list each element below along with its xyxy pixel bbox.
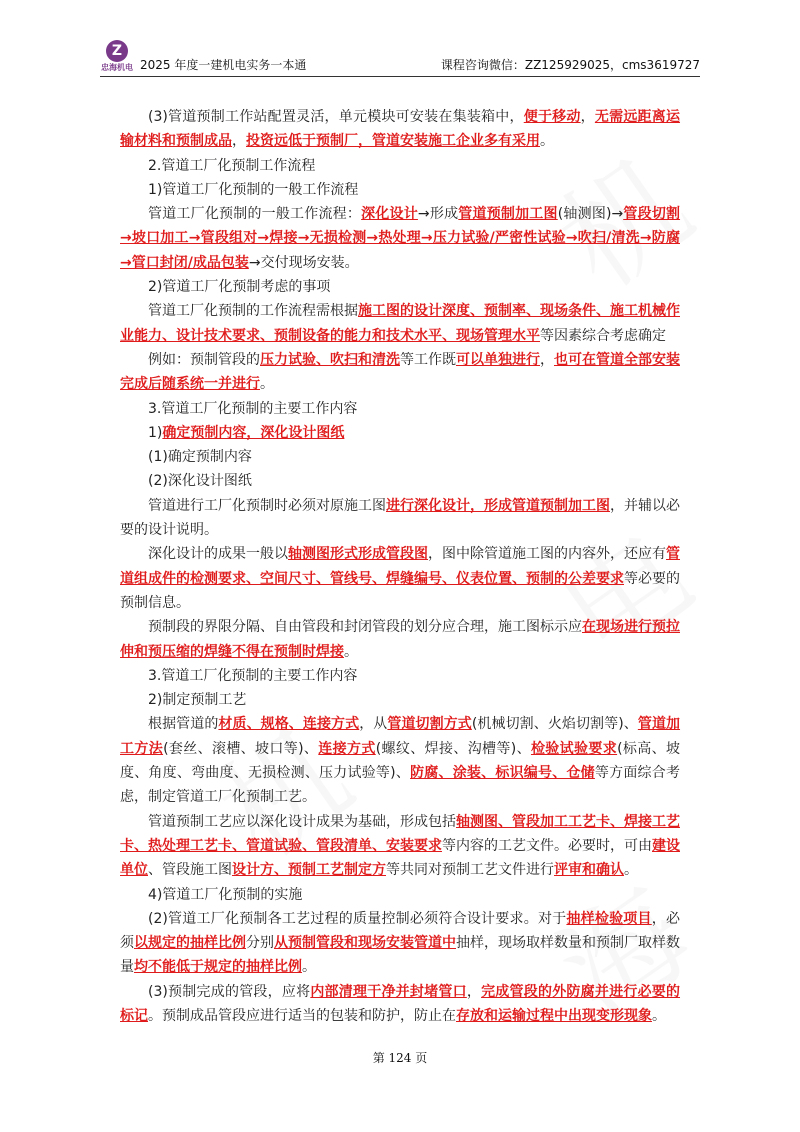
- body-text: 1)管道工厂化预制的一般工作流程: [148, 181, 359, 198]
- highlighted-text: 完成管段的外防腐并进行必要的标记: [120, 983, 681, 1024]
- body-text: 3.管道工厂化预制的主要工作内容: [148, 400, 358, 417]
- body-text: →交付现场安装。: [248, 254, 359, 271]
- body-text: (2)管道工厂化预制各工艺过程的质量控制必须符合设计要求。对于: [148, 910, 567, 927]
- highlighted-text: 轴测图形式形成管段图: [288, 546, 428, 563]
- body-text: 例如：预制管段的: [148, 351, 260, 368]
- highlighted-text: 无需远距离运输材料和预制成品: [120, 109, 681, 150]
- body-text: 2)制定预制工艺: [148, 692, 247, 709]
- body-text: 。: [652, 1007, 666, 1024]
- body-text: 4)管道工厂化预制的实施: [148, 886, 303, 903]
- highlighted-text: 从预制管段和现场安装管道中: [274, 935, 456, 952]
- body-text: 管道工厂化预制的一般工作流程：: [148, 206, 362, 223]
- body-text: ，图中除管道施工图的内容外，还应有: [428, 546, 666, 563]
- highlighted-text: 可以单独进行: [456, 351, 540, 368]
- highlighted-text: 管道预制加工图: [458, 206, 558, 223]
- body-text: →形成: [417, 206, 459, 223]
- body-paragraph: [120, 202, 680, 275]
- logo-icon: Z: [106, 40, 128, 62]
- body-text: 等内容的工艺文件。必要时，可由: [442, 837, 652, 854]
- highlighted-text: 材质、规格、连接方式: [218, 716, 360, 733]
- body-text: (轴测图)→: [557, 206, 624, 223]
- body-text: (3)预制完成的管段，应将: [148, 983, 311, 1000]
- body-paragraph: [120, 154, 680, 178]
- highlighted-text: 抽样检验项目: [566, 910, 652, 927]
- highlighted-text: 便于移动: [523, 109, 581, 125]
- body-paragraph: [120, 810, 680, 883]
- body-text: ，并辅以必要的设计说明。: [120, 497, 680, 539]
- body-text: (套丝、滚槽、坡口等)、: [163, 740, 319, 757]
- highlighted-text: 投资远低于预制厂，管道安装施工企业多有采用: [246, 133, 540, 150]
- body-text: 。: [260, 376, 274, 393]
- body-text: (标高、坡度、角度、弯曲度、无损检测、压力试验等)、: [120, 740, 681, 782]
- contact-info: 课程咨询微信：ZZ125929025，cms3619727: [440, 58, 700, 72]
- body-text: 1): [148, 424, 163, 441]
- body-text: ，: [540, 351, 554, 368]
- highlighted-text: 管段切割→坡口加工→管段组对→焊接→无损检测→热处理→压力试验/严密性试验→吹扫/清洗→防腐→管口封闭/成品包装: [120, 206, 681, 271]
- body-text: 等共同对预制工艺文件进行: [386, 862, 554, 879]
- body-text: 等必要的预制信息。: [120, 570, 680, 611]
- body-paragraph: [120, 397, 680, 421]
- body-paragraph: [120, 494, 680, 543]
- body-paragraph: [120, 883, 680, 907]
- body-text: 管道进行工厂化预制时必须对原施工图: [148, 497, 386, 514]
- highlighted-text: 均不能低于规定的抽样比例: [134, 959, 302, 976]
- body-text: (2)深化设计图纸: [148, 473, 252, 490]
- body-text: ，: [580, 109, 595, 125]
- highlighted-text: 评审和确认: [554, 862, 624, 879]
- body-paragraph: [120, 664, 680, 688]
- highlighted-text: 连接方式: [318, 740, 376, 757]
- body-text: (3)管道预制工作站配置灵活，单元模块可安装在集装箱中，: [148, 109, 524, 125]
- body-text: 、管段施工图: [148, 862, 232, 879]
- highlighted-text: 施工图的设计深度、预制率、现场条件、施工机械作业能力、设计技术要求、预制设备的能力和技术水平、现场管理水平: [120, 303, 680, 344]
- body-text: 。: [624, 862, 638, 879]
- highlighted-text: 进行深化设计，形成管道预制加工图: [386, 497, 610, 514]
- body-paragraph: [120, 907, 680, 980]
- body-paragraph: [120, 178, 680, 202]
- body-text: (1)确定预制内容: [148, 449, 252, 466]
- highlighted-text: 压力试验、吹扫和清洗: [260, 351, 400, 368]
- body-text: 。: [540, 133, 554, 150]
- body-paragraph: [120, 275, 680, 299]
- highlighted-text: 也可在管道全部安装完成后随系统一并进行: [120, 351, 680, 393]
- body-text: 等工作既: [400, 351, 456, 368]
- highlighted-text: 建设单位: [120, 837, 680, 879]
- highlighted-text: 存放和运输过程中出现变形现象: [456, 1007, 652, 1024]
- highlighted-text: 轴测图、管段加工工艺卡、焊接工艺卡、热处理工艺卡、管道试验、管段清单、安装要求: [120, 813, 680, 854]
- body-text: 。: [302, 959, 316, 976]
- body-paragraph: [120, 980, 680, 1029]
- highlighted-text: 检验试验要求: [530, 740, 618, 757]
- body-text: 根据管道的: [148, 716, 219, 733]
- body-text: 抽样，现场取样数量和预制厂取样数量: [120, 935, 680, 976]
- highlighted-text: 管道组成件的检测要求、空间尺寸、管线号、焊缝编号、仪表位置、预制的公差要求: [120, 546, 680, 587]
- body-text: (螺纹、焊接、沟槽等)、: [375, 740, 531, 757]
- highlighted-text: 确定预制内容，深化设计图纸: [162, 424, 345, 441]
- body-text: 3.管道工厂化预制的主要工作内容: [148, 667, 358, 684]
- highlighted-text: 以规定的抽样比例: [134, 935, 246, 952]
- body-paragraph: [120, 445, 680, 469]
- body-text: 。预制成品管段应进行适当的包装和防护，防止在: [148, 1007, 456, 1024]
- highlighted-text: 管道切割方式: [387, 716, 472, 733]
- body-text: 预制段的界限分隔、自由管段和封闭管段的划分应合理，施工图标示应: [148, 619, 582, 636]
- body-text: 管道预制工艺应以深化设计成果为基础，形成包括: [148, 813, 456, 830]
- highlighted-text: 设计方、预制工艺制定方: [232, 862, 386, 879]
- body-paragraph: [120, 469, 680, 493]
- body-text: 分别: [246, 935, 274, 952]
- body-paragraph: [120, 615, 680, 664]
- highlighted-text: 深化设计: [361, 206, 418, 223]
- highlighted-text: 防腐、涂装、标识编号、仓储: [410, 765, 595, 782]
- body-text: (机械切割、火焰切割等)、: [471, 716, 638, 733]
- body-paragraph: [120, 421, 680, 445]
- body-paragraph: [120, 105, 680, 154]
- body-text: ，必须: [120, 910, 680, 952]
- body-text: 管道工厂化预制的工作流程需根据: [148, 303, 358, 320]
- body-paragraph: [120, 688, 680, 712]
- highlighted-text: 内部清理干净并封堵管口: [310, 983, 467, 1000]
- body-text: 2)管道工厂化预制考虑的事项: [148, 279, 331, 296]
- body-text: 等方面综合考虑，制定管道工厂化预制工艺。: [120, 765, 680, 806]
- brand-logo: [100, 40, 134, 74]
- body-text: 等因素综合考虑确定: [540, 327, 666, 344]
- body-paragraph: [120, 542, 680, 615]
- highlighted-text: 在现场进行预拉伸和预压缩的焊缝不得在预制时焊接: [120, 619, 680, 660]
- document-title: 2025 年度一建机电实务一本通: [140, 58, 307, 72]
- body-paragraph: [120, 348, 680, 397]
- body-text: ，: [466, 983, 482, 1000]
- body-text: ，: [232, 133, 246, 150]
- logo-text: 忠海机电: [101, 63, 133, 72]
- page-body: [120, 105, 680, 1028]
- highlighted-text: 管道加工方法: [120, 716, 681, 757]
- body-text: 。: [344, 643, 358, 660]
- body-paragraph: [120, 712, 680, 809]
- body-text: ，从: [359, 716, 388, 733]
- body-text: 深化设计的成果一般以: [148, 546, 288, 563]
- page-header: [100, 40, 700, 77]
- body-paragraph: [120, 299, 680, 348]
- body-text: 2.管道工厂化预制工作流程: [148, 157, 316, 174]
- page-number: 第 124 页: [372, 1051, 428, 1065]
